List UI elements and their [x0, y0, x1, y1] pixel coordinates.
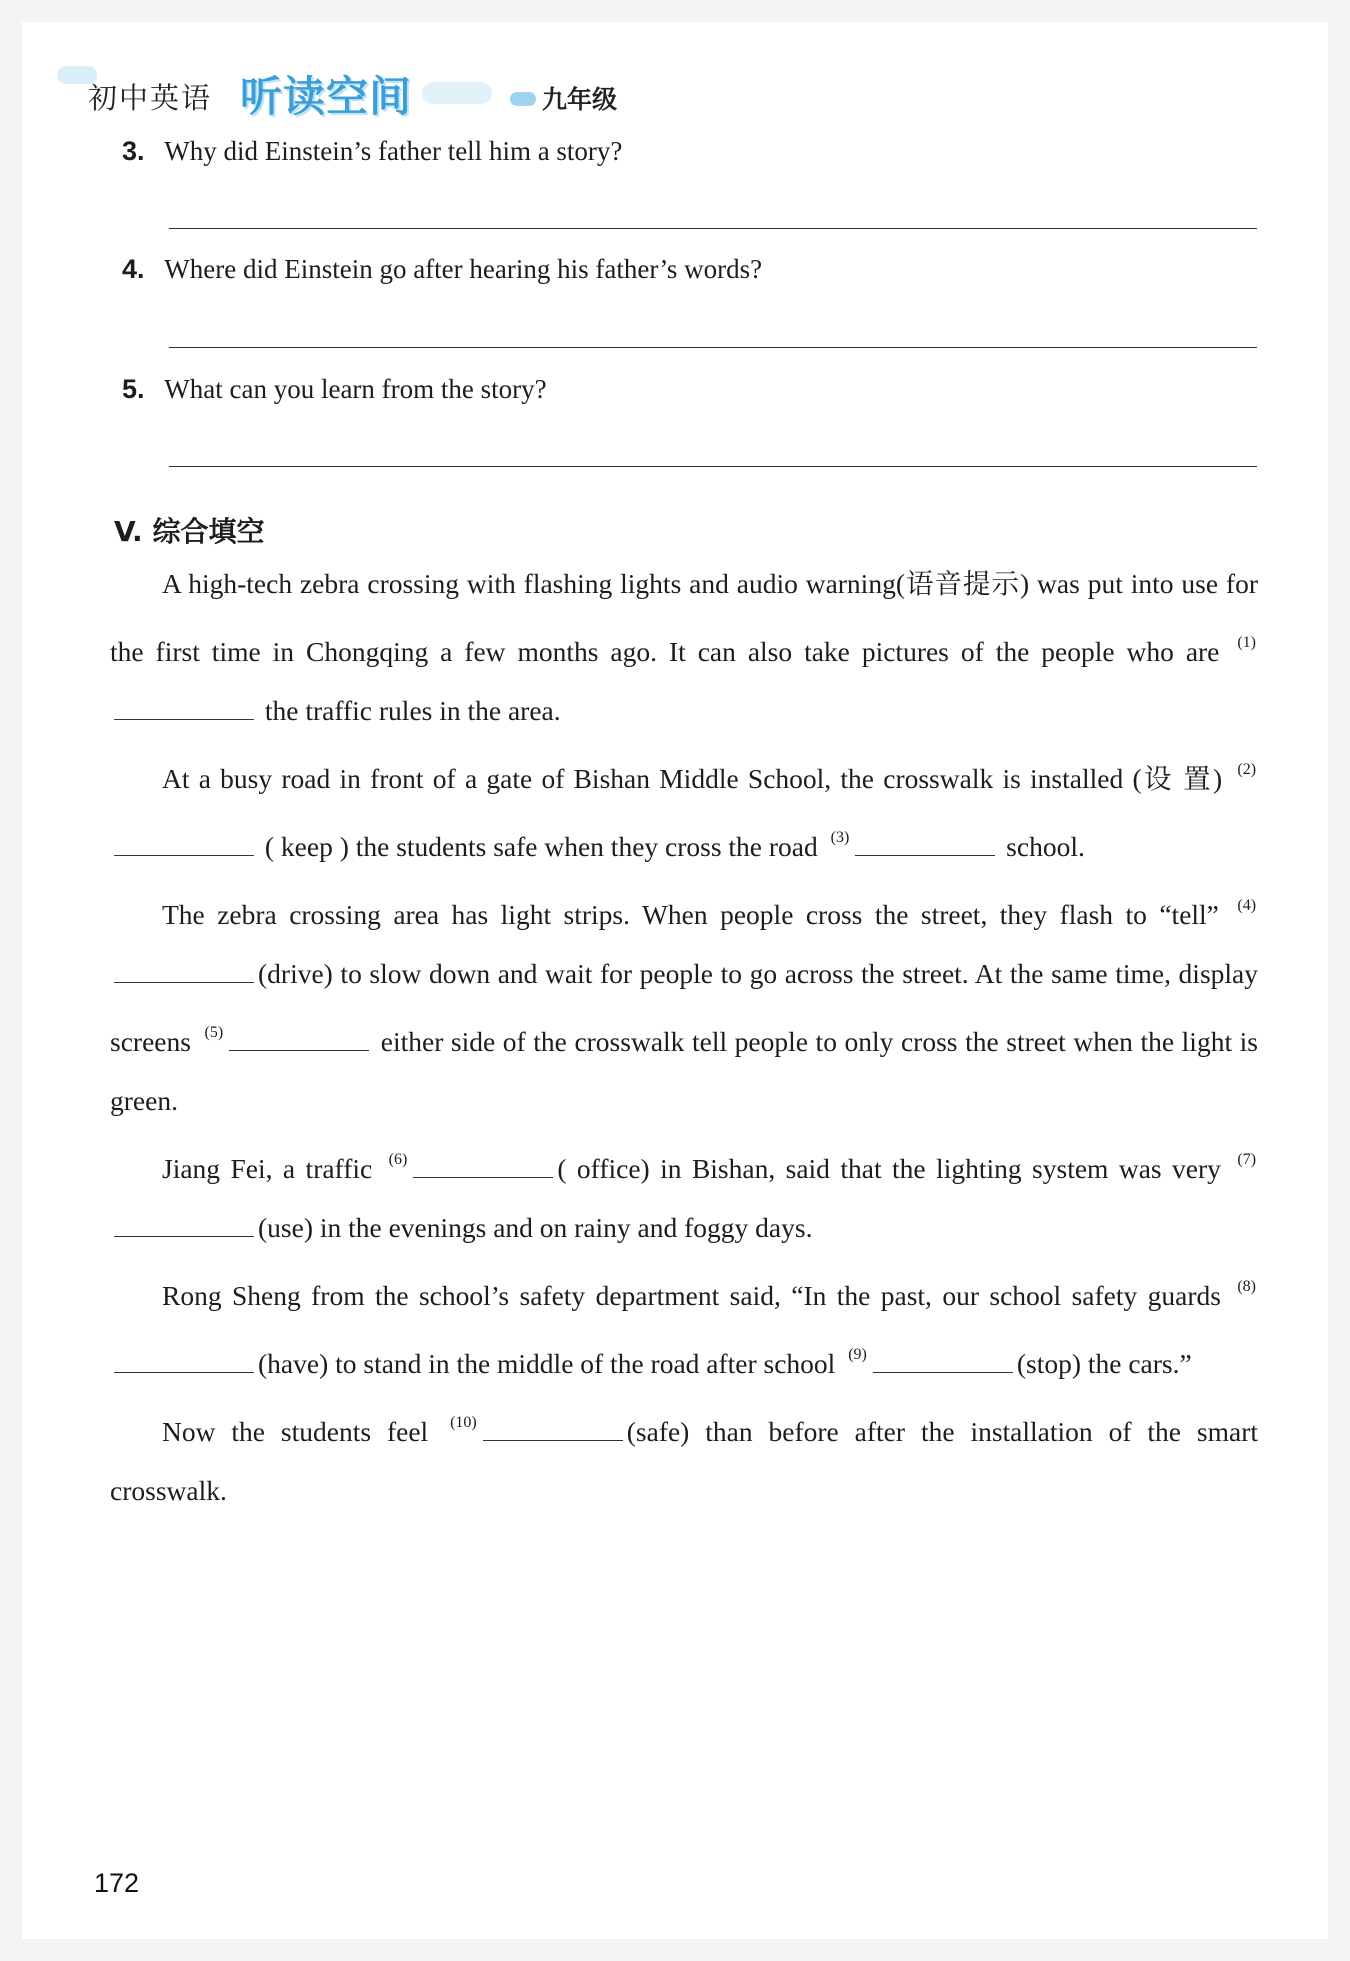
answer-line[interactable]: [169, 466, 1257, 467]
paragraph-3: [110, 876, 1258, 1130]
blank-6[interactable]: [413, 1176, 553, 1178]
blank-10[interactable]: [483, 1439, 623, 1441]
question-text: What can you learn from the story?: [164, 374, 547, 404]
passage-text: either side of the crosswalk tell people to only cross the street when the light is green.: [110, 1026, 1259, 1116]
passage-text: The zebra crossing area has light strips. When people cross the street, they flash to “tell”: [162, 899, 1219, 930]
cloze-passage: [110, 554, 1258, 1520]
bubble-decoration: [510, 92, 536, 106]
book-series: 初中英语: [88, 81, 213, 115]
answer-line[interactable]: [169, 347, 1257, 348]
passage-text: Rong Sheng from the school’s safety department said, “In the past, our school safety guards: [162, 1280, 1221, 1311]
page-number: 172: [94, 1868, 140, 1898]
question-text: Why did Einstein’s father tell him a story?: [164, 136, 623, 166]
blank-number: (9): [848, 1346, 867, 1363]
blank-7[interactable]: [114, 1235, 254, 1237]
page-header: [62, 52, 762, 132]
grade-label: 九年级: [542, 85, 618, 114]
blank-number: (8): [1237, 1278, 1256, 1295]
passage-text: (have) to stand in the middle of the road after school: [258, 1348, 836, 1379]
passage-text: ( keep ) the students safe when they cross the road: [264, 831, 818, 862]
passage-text: (drive) to slow down and wait for people to go across the street. At the same time, display screens: [110, 958, 1258, 1057]
paragraph-5: [110, 1257, 1258, 1393]
blank-2[interactable]: [114, 854, 254, 856]
passage-text: (stop) the cars.”: [1016, 1348, 1192, 1379]
blank-9[interactable]: [873, 1371, 1013, 1373]
passage-text: Jiang Fei, a traffic: [162, 1153, 373, 1184]
blank-number: (1): [1237, 634, 1256, 651]
blank-number: (3): [830, 829, 850, 846]
blank-8[interactable]: [114, 1371, 254, 1373]
question-number: 3.: [122, 136, 145, 166]
paragraph-6: [110, 1393, 1258, 1520]
question-5: [122, 374, 547, 405]
passage-text: (use) in the evenings and on rainy and foggy days.: [258, 1212, 813, 1243]
question-3: [122, 136, 622, 167]
question-text: Where did Einstein go after hearing his father’s words?: [164, 254, 763, 284]
workbook-page: [22, 22, 1328, 1939]
passage-text: At a busy road in front of a gate of Bishan Middle School, the crosswalk is installed (设 置): [162, 763, 1223, 794]
passage-text: (safe) than before after the installation of the smart crosswalk.: [110, 1416, 1259, 1506]
blank-number: (2): [1237, 761, 1257, 778]
section-title: V. 综合填空: [114, 515, 265, 548]
answer-line[interactable]: [169, 228, 1257, 229]
blank-number: (4): [1237, 897, 1257, 914]
passage-text: A high-tech zebra crossing with flashing lights and audio warning(语音提示) was put into use for the first time in Chongqing a few months ago. It can also take pictures of the people who are: [110, 568, 1258, 667]
paragraph-4: [110, 1130, 1258, 1257]
question-number: 4.: [122, 254, 145, 284]
blank-number: (6): [388, 1151, 408, 1168]
passage-text: Now the students feel: [162, 1416, 429, 1447]
question-number: 5.: [122, 374, 145, 404]
passage-text: ( office) in Bishan, said that the lighting system was very: [557, 1153, 1221, 1184]
blank-number: (10): [450, 1414, 477, 1431]
question-4: [122, 254, 762, 285]
blank-3[interactable]: [855, 854, 995, 856]
paragraph-1: [110, 554, 1258, 740]
passage-text: school.: [1006, 831, 1085, 862]
blank-1[interactable]: [114, 718, 254, 720]
book-brand-logo: 听读空间: [240, 72, 413, 121]
blank-4[interactable]: [114, 981, 254, 983]
blank-5[interactable]: [229, 1049, 369, 1051]
passage-text: the traffic rules in the area.: [264, 695, 561, 726]
cloud-decoration: [422, 82, 492, 104]
paragraph-2: [110, 740, 1258, 876]
blank-number: (7): [1237, 1151, 1257, 1168]
blank-number: (5): [204, 1024, 224, 1041]
